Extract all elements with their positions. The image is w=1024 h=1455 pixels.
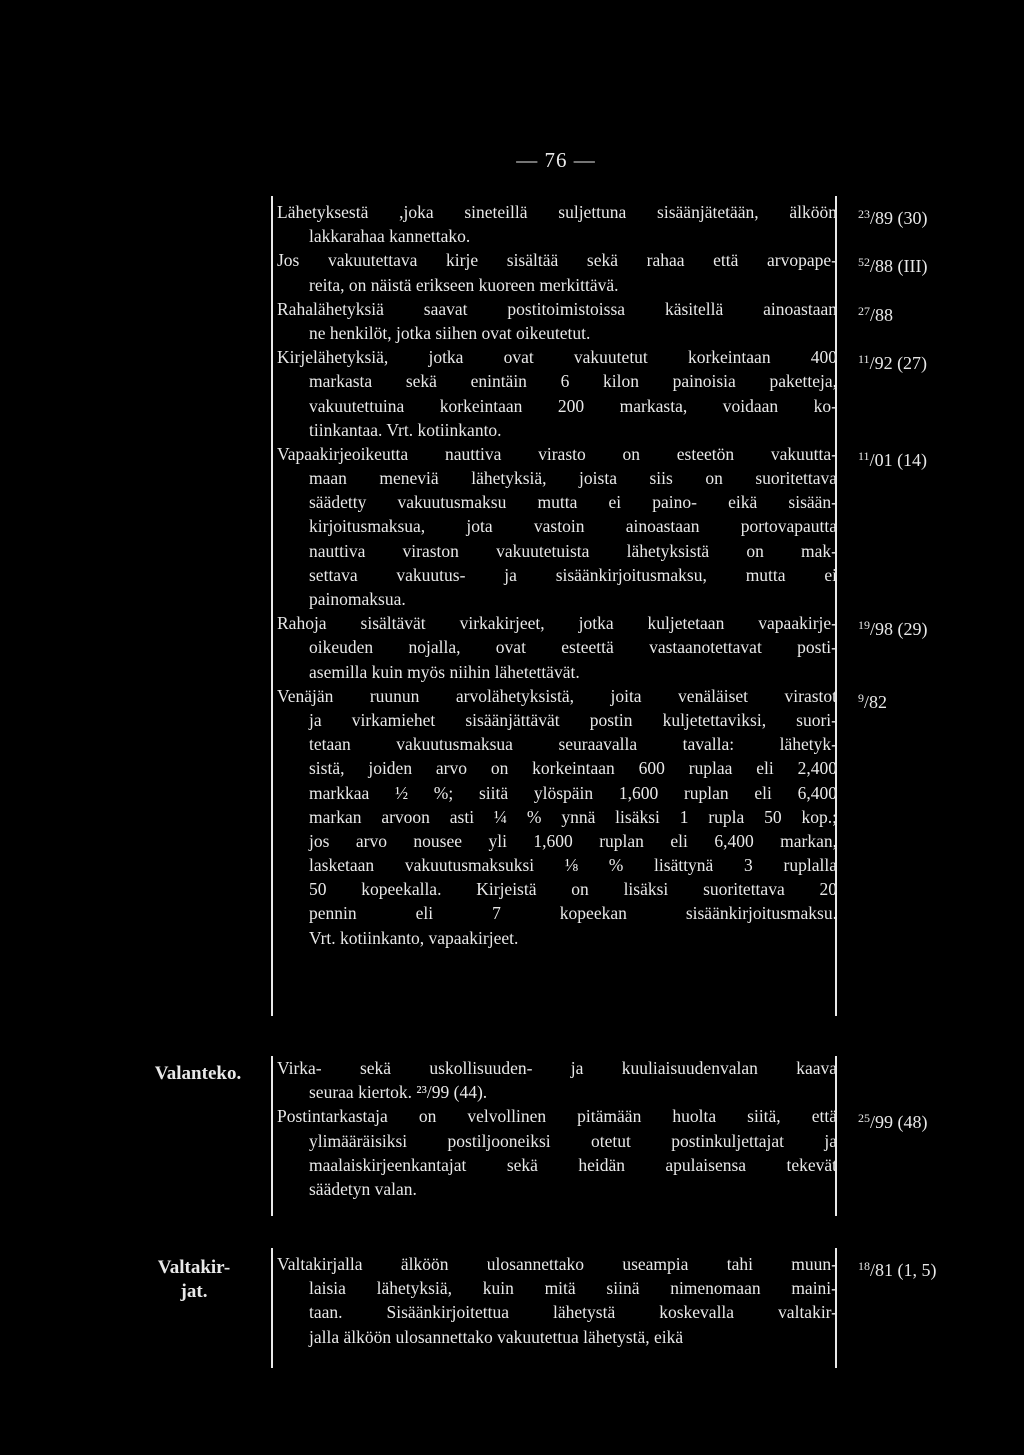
section-label-line1: Valtakir-: [157, 1257, 231, 1278]
entry: [277, 200, 837, 248]
reference: [858, 686, 887, 710]
entry-line: jos arvo nousee yli 1,600 ruplan eli 6,400 markan,: [309, 830, 837, 851]
section-label-valanteko: Valanteko.: [154, 1063, 242, 1084]
entry-line: Lähetyksestä ,joka sineteillä suljettuna sisäänjätetään, älköön: [277, 202, 837, 222]
entry-line: säädetyn valan.: [309, 1178, 417, 1199]
entry-line: jalla älköön ulosannettako vakuutettua lähetystä, eikä: [309, 1326, 684, 1347]
entry-line: taan. Sisäänkirjoitettua lähetystä koskevalla valtakir-: [309, 1302, 837, 1323]
entry-line: Rahalähetyksiä saavat postitoimistoissa käsitellä ainoastaan: [277, 298, 837, 319]
entry-line: Vrt. kotiinkanto, vapaakirjeet.: [309, 927, 519, 948]
reference-rest: /98 (29): [870, 619, 928, 640]
entry-line: Kirjelähetyksiä, jotka ovat vakuutetut korkeintaan 400: [277, 347, 837, 368]
entry: [277, 1056, 837, 1104]
reference: [858, 299, 893, 323]
entry: [277, 1104, 837, 1201]
entry-line: painomaksua.: [309, 589, 406, 609]
entry-line: sistä, joiden arvo on korkeintaan 600 ruplaa eli 2,400: [309, 758, 837, 779]
entry-line: seuraa kiertok. ²³/99 (44).: [309, 1082, 488, 1103]
entry-line: 50 kopeekalla. Kirjeistä on lisäksi suoritettava 20: [309, 879, 837, 900]
entry: [277, 1252, 837, 1349]
reference-rest: /99 (48): [870, 1112, 928, 1133]
entry-line: settava vakuutus- ja sisäänkirjoitusmaksu, mutta ei: [309, 564, 837, 585]
reference-number: 18: [858, 1259, 870, 1273]
entry: [277, 345, 837, 442]
left-rule-1: [271, 196, 273, 1016]
entry-line: markkaa ½ %; siitä ylöspäin 1,600 ruplan eli 6,400: [309, 782, 837, 803]
entry-line: pennin eli 7 kopeekan sisäänkirjoitusmaksu.: [309, 903, 837, 924]
reference: [858, 1106, 928, 1133]
reference: [858, 202, 928, 226]
reference-rest: /92 (27): [869, 353, 928, 374]
section-label-valtakirjat: [134, 1256, 254, 1304]
entry-line: lasketaan vakuutusmaksuksi ⅛ % lisättynä 3 ruplalla: [309, 855, 837, 876]
entry: [277, 684, 837, 950]
entry-line: säädetty vakuutusmaksu mutta ei paino- eikä sisään-: [309, 492, 837, 513]
entry-line: markasta sekä enintäin 6 kilon painoisia paketteja,: [309, 371, 837, 392]
left-rule-2: [271, 1056, 273, 1216]
reference-number: 11: [858, 352, 870, 367]
entry-line: maalaiskirjeenkantajat sekä heidän apulaisensa tekevät: [309, 1154, 837, 1175]
page-number: — 76 —: [516, 148, 596, 172]
reference-rest: /88: [870, 304, 894, 325]
reference: [858, 444, 927, 468]
entry-line: oikeuden nojalla, ovat esteettä vastaanotettavat posti-: [309, 637, 837, 658]
reference: [858, 250, 928, 277]
entry: [277, 248, 837, 296]
entry-line: lakkarahaa kannettako.: [309, 226, 471, 247]
entry-line: laisia lähetyksiä, kuin mitä siinä nimenomaan maini-: [309, 1278, 837, 1299]
entry-line: Virka- sekä uskollisuuden- ja kuuliaisuudenvalan kaava: [277, 1058, 837, 1078]
reference-number: 25: [858, 1111, 870, 1126]
section-2-text: [277, 1056, 837, 1201]
entry-line: markan arvoon asti ¼ % ynnä lisäksi 1 rupla 50 kop.;: [309, 806, 837, 827]
entry-line: tetaan vakuutusmaksua seuraavalla tavalla: lähetyk-: [309, 734, 837, 755]
reference-number: 27: [858, 303, 870, 318]
reference-number: 11: [858, 449, 870, 463]
section-1-text: [277, 200, 837, 950]
reference-number: 23: [858, 207, 870, 221]
entry-line: maan meneviä lähetyksiä, joista siis on suoritettava: [309, 468, 837, 489]
entry-line: ylimääräisiksi postiljooneiksi otetut postinkuljettajat ja: [309, 1130, 837, 1151]
reference: [858, 613, 928, 640]
reference-rest: /01 (14): [869, 450, 928, 470]
reference-rest: /89 (30): [870, 208, 928, 228]
reference-number: 52: [858, 255, 870, 270]
reference: [858, 347, 928, 374]
entry-line: asemilla kuin myös niihin lähetettävät.: [309, 661, 580, 682]
entry-line: nauttiva viraston vakuutetuista lähetyksistä on mak-: [309, 540, 837, 561]
entry: [277, 442, 837, 611]
entry-line: ja virkamiehet sisäänjättävät postin kuljetettaviksi, suori-: [309, 709, 837, 730]
reference-number: 19: [858, 618, 870, 633]
entry-line: reita, on näistä erikseen kuoreen merkittävä.: [309, 274, 619, 295]
section-label-line2: jat.: [180, 1281, 208, 1302]
entry-line: vakuutettuina korkeintaan 200 markasta, voidaan ko-: [309, 395, 837, 416]
entry-line: Rahoja sisältävät virkakirjeet, jotka kuljetetaan vapaakirje-: [277, 613, 837, 634]
reference-rest: /82: [864, 692, 888, 712]
entry-line: Vapaakirjeoikeutta nauttiva virasto on esteetön vakuutta-: [277, 443, 837, 464]
reference-rest: /81 (1, 5): [870, 1260, 937, 1280]
entry-line: Valtakirjalla älköön ulosannettako useampia tahi muun-: [277, 1254, 837, 1274]
entry-line: Venäjän ruunun arvolähetyksistä, joita venäläiset virastot: [277, 685, 837, 706]
reference: [858, 1254, 937, 1278]
entry: [277, 297, 837, 345]
entry-line: kirjoitusmaksua, jota vastoin ainoastaan portovapautta: [309, 516, 837, 537]
reference-rest: /88 (III): [870, 256, 928, 277]
entry-line: ne henkilöt, jotka siihen ovat oikeutetut.: [309, 322, 591, 343]
reference-number: 9: [858, 691, 864, 705]
entry-line: Jos vakuutettava kirje sisältää sekä rahaa että arvopape-: [277, 250, 837, 271]
entry: [277, 611, 837, 684]
entry-line: Postintarkastaja on velvollinen pitämään huolta siitä, että: [277, 1106, 837, 1127]
entry-line: tiinkantaa. Vrt. kotiinkanto.: [309, 419, 502, 440]
left-rule-3: [271, 1248, 273, 1368]
section-3-text: [277, 1252, 837, 1349]
